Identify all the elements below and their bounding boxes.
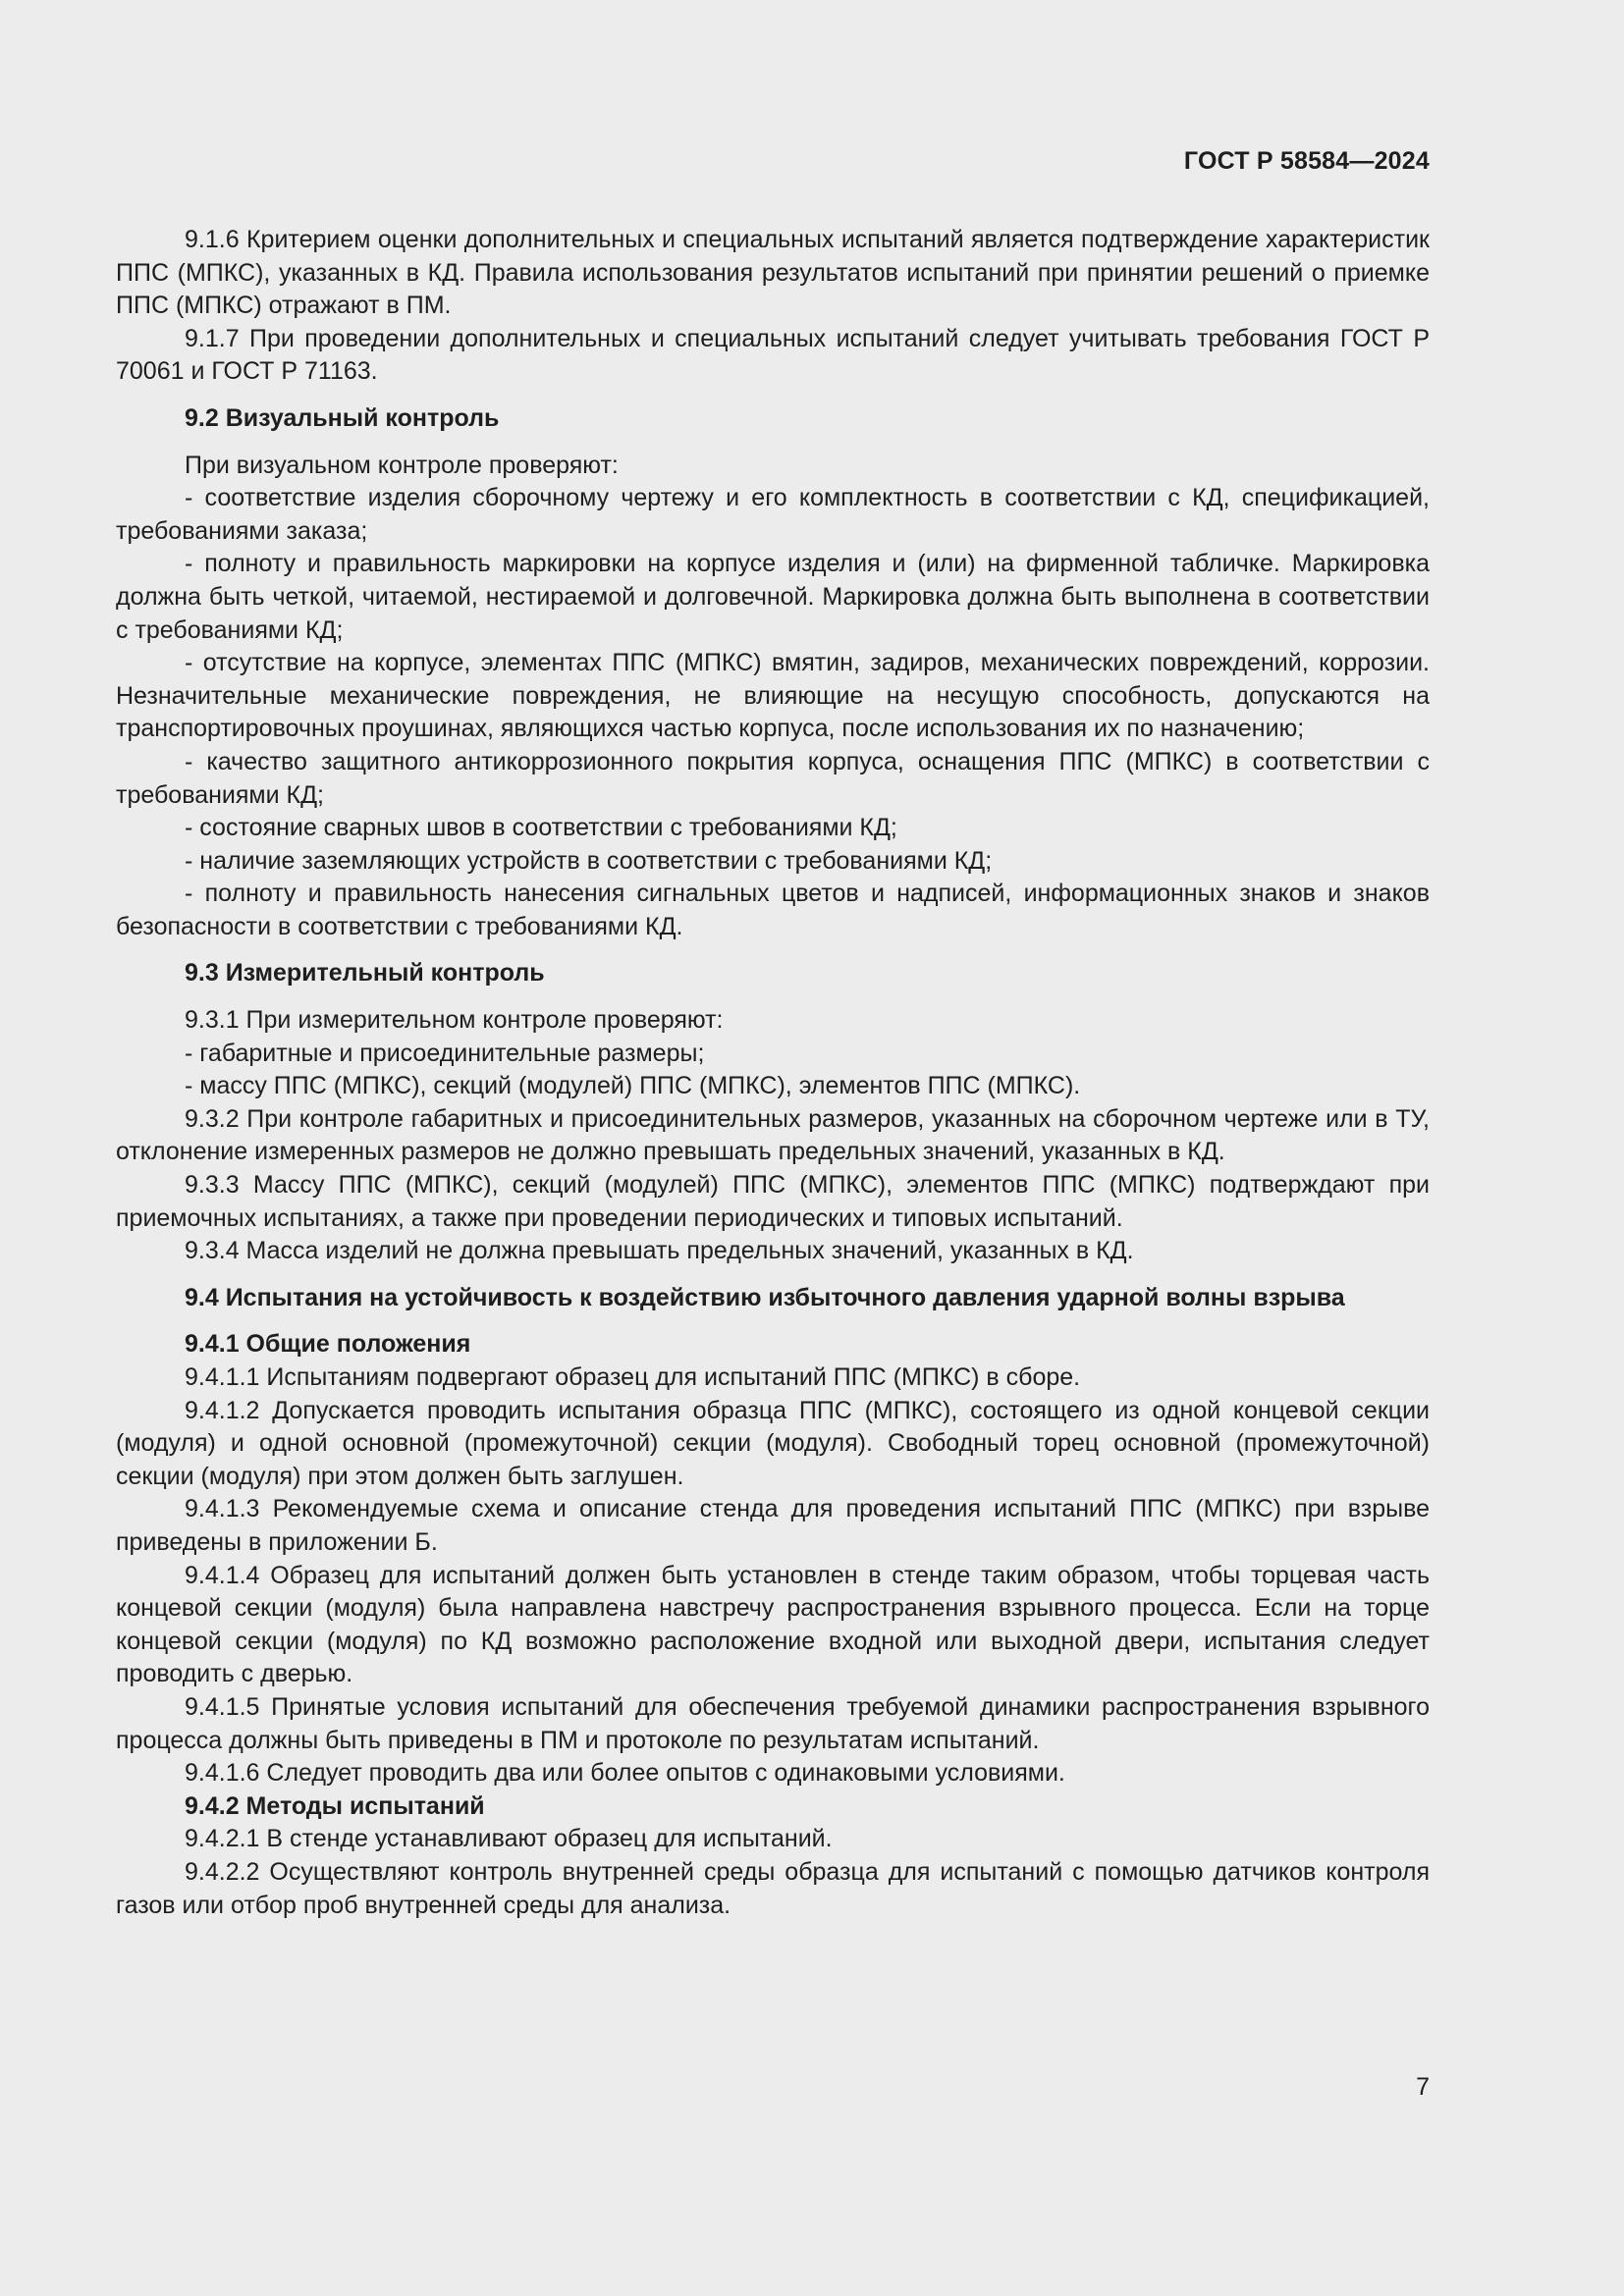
list-item-9-2-c: - отсутствие на корпусе, элементах ППС (МПКС) вмятин, задиров, механических повреждений, коррозии. Незначительные механические повреждения, не влияющие на несущую способность, допускаются на транспортировочных проушинах, являющихся частью корпуса, после использования их по назначению;: [116, 649, 1430, 743]
paragraph-9-4-1-5: 9.4.1.5 Принятые условия испытаний для обеспечения требуемой динамики распространения взрывного процесса должны быть приведены в ПМ и протоколе по результатам испытаний.: [116, 1692, 1430, 1754]
section-heading-9-2: 9.2 Визуальный контроль: [185, 403, 500, 432]
page-number: 7: [1416, 2073, 1430, 2101]
document-body: [116, 224, 1430, 1922]
paragraph-9-3-2: 9.3.2 При контроле габаритных и присоединительных размеров, указанных на сборочном чертеже или в ТУ, отклонение измеренных размеров не должно превышать предельных значений, указанных в КД.: [116, 1104, 1430, 1166]
section-heading-9-4: 9.4 Испытания на устойчивость к воздействию избыточного давления ударной волны взрыва: [185, 1283, 1345, 1311]
list-item-9-2-f: - наличие заземляющих устройств в соответствии с требованиями КД;: [185, 846, 993, 875]
paragraph-9-2-intro: При визуальном контроле проверяют:: [185, 451, 619, 479]
list-item-9-3-1-b: - массу ППС (МПКС), секций (модулей) ППС (МПКС), элементов ППС (МПКС).: [185, 1072, 1081, 1100]
paragraph-9-3-1: 9.3.1 При измерительном контроле проверяют:: [185, 1006, 724, 1035]
paragraph-9-1-6: 9.1.6 Критерием оценки дополнительных и специальных испытаний является подтверждение характеристик ППС (МПКС), указанных в КД. Правила использования результатов испытаний при принятии решений о приемке ППС (МПКС) отражают в ПМ.: [116, 226, 1430, 320]
list-item-9-2-g: - полноту и правильность нанесения сигнальных цветов и надписей, информационных знаков и знаков безопасности в соответствии с требованиями КД.: [116, 880, 1430, 940]
standard-header: ГОСТ Р 58584—2024: [1183, 147, 1430, 175]
list-item-9-3-1-a: - габаритные и присоединительные размеры;: [185, 1039, 705, 1067]
paragraph-9-4-2-2: 9.4.2.2 Осуществляют контроль внутренней среды образца для испытаний с помощью датчиков контроля газов или отбор проб внутренней среды для анализа.: [116, 1857, 1430, 1919]
list-item-9-2-e: - состояние сварных швов в соответствии с требованиями КД;: [185, 814, 897, 842]
paragraph-9-4-1-3: 9.4.1.3 Рекомендуемые схема и описание стенда для проведения испытаний ППС (МПКС) при взрыве приведены в приложении Б.: [116, 1495, 1430, 1556]
subsection-heading-9-4-2: 9.4.2 Методы испытаний: [185, 1791, 485, 1820]
paragraph-9-4-1-4: 9.4.1.4 Образец для испытаний должен быть установлен в стенде таким образом, чтобы торцевая часть концевой секции (модуля) была направлена навстречу распространения взрывного процесса. Если на торце концевой секции (модуля) по КД возможно расположение входной или выходной двери, испытания следует проводить с дверью.: [116, 1561, 1430, 1688]
paragraph-9-4-1-2: 9.4.1.2 Допускается проводить испытания образца ППС (МПКС), состоящего из одной концевой секции (модуля) и одной основной (промежуточной) секции (модуля). Свободный торец основной (промежуточной) секции (модуля) при этом должен быть заглушен.: [116, 1396, 1430, 1490]
paragraph-9-1-7: 9.1.7 При проведении дополнительных и специальных испытаний следует учитывать требования ГОСТ Р 70061 и ГОСТ Р 71163.: [116, 324, 1430, 386]
section-heading-9-3: 9.3 Измерительный контроль: [185, 959, 545, 988]
paragraph-9-4-1-6: 9.4.1.6 Следует проводить два или более опытов с одинаковыми условиями.: [185, 1759, 1065, 1788]
subsection-heading-9-4-1: 9.4.1 Общие положения: [185, 1330, 471, 1359]
paragraph-9-4-2-1: 9.4.2.1 В стенде устанавливают образец для испытаний.: [185, 1825, 833, 1853]
list-item-9-2-b: - полноту и правильность маркировки на корпусе изделия и (или) на фирменной табличке. Маркировка должна быть четкой, читаемой, нестираемой и долговечной. Маркировка должна быть выполнена в соответствии с требованиями КД;: [116, 550, 1430, 644]
list-item-9-2-a: - соответствие изделия сборочному чертежу и его комплектность в соответствии с КД, спецификацией, требованиями заказа;: [116, 484, 1430, 545]
paragraph-9-3-4: 9.3.4 Масса изделий не должна превышать предельных значений, указанных в КД.: [185, 1237, 1134, 1265]
list-item-9-2-d: - качество защитного антикоррозионного покрытия корпуса, оснащения ППС (МПКС) в соответствии с требованиями КД;: [116, 747, 1430, 809]
paragraph-9-4-1-1: 9.4.1.1 Испытаниям подвергают образец для испытаний ППС (МПКС) в сборе.: [185, 1363, 1081, 1391]
paragraph-9-3-3: 9.3.3 Массу ППС (МПКС), секций (модулей) ППС (МПКС), элементов ППС (МПКС) подтверждают при приемочных испытаниях, а также при проведении периодических и типовых испытаний.: [116, 1171, 1430, 1232]
